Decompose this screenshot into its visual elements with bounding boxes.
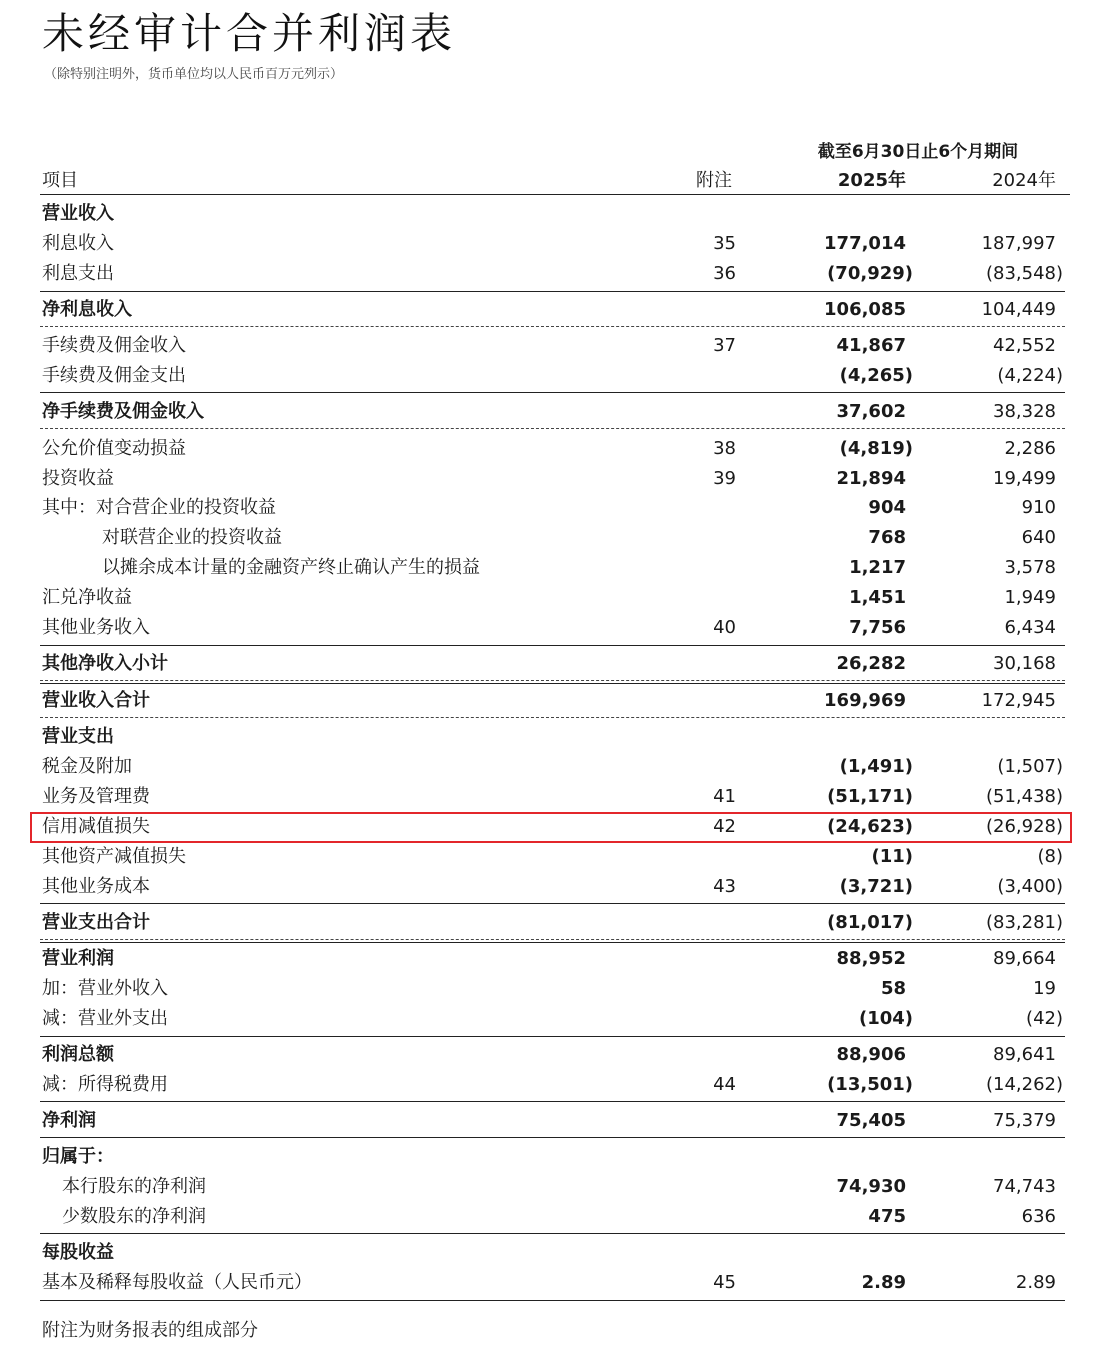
value-2024: 2,286 [1004, 438, 1056, 459]
row-label: 其他资产减值损失 [42, 846, 186, 867]
value-2025: 26,282 [836, 653, 906, 674]
table-row [0, 466, 1118, 492]
value-2024: 74,743 [993, 1176, 1056, 1197]
table-row [0, 910, 1118, 936]
table-row [0, 1006, 1118, 1032]
row-label: 汇兑净收益 [42, 587, 132, 608]
value-2025: (11) [871, 846, 913, 867]
table-row [0, 1270, 1118, 1296]
value-2025: (51,171) [827, 786, 913, 807]
row-label: 营业支出合计 [42, 912, 150, 933]
table-row [0, 436, 1118, 462]
row-label: 基本及稀释每股收益（人民币元） [42, 1272, 312, 1293]
table-row [0, 525, 1118, 551]
row-label: 每股收益 [42, 1242, 114, 1263]
row-label: 投资收益 [42, 468, 114, 489]
row-label: 本行股东的净利润 [62, 1176, 206, 1197]
row-label: 净手续费及佣金收入 [42, 401, 204, 422]
value-2024: (83,548) [985, 263, 1063, 284]
value-2024: 6,434 [1004, 617, 1056, 638]
row-label: 税金及附加 [42, 756, 132, 777]
value-2024: 30,168 [993, 653, 1056, 674]
footer-note: 附注为财务报表的组成部分 [42, 1320, 258, 1341]
value-2025: 37,602 [836, 401, 906, 422]
value-2024: 2.89 [1015, 1272, 1056, 1293]
row-note: 41 [713, 786, 736, 807]
row-note: 36 [713, 263, 736, 284]
value-2024: 38,328 [993, 401, 1056, 422]
value-2025: 58 [880, 978, 906, 999]
value-2025: 75,405 [836, 1110, 906, 1131]
value-2025: 106,085 [824, 299, 906, 320]
table-row [0, 754, 1118, 780]
table-row [0, 1144, 1118, 1170]
row-separator [40, 1036, 1065, 1037]
column-header-note: 附注 [696, 170, 732, 191]
page-subtitle: （除特别注明外，货币单位均以人民币百万元列示） [44, 67, 344, 82]
row-label: 利息收入 [42, 233, 114, 254]
value-2024: 640 [1021, 527, 1056, 548]
highlight-box [30, 812, 1072, 843]
row-label: 营业收入 [42, 203, 114, 224]
value-2024: 3,578 [1004, 557, 1056, 578]
value-2025: 41,867 [836, 335, 906, 356]
value-2024: (26,928) [985, 816, 1063, 837]
row-note: 43 [713, 876, 736, 897]
table-row [0, 555, 1118, 581]
value-2024: 187,997 [981, 233, 1056, 254]
value-2024: 19,499 [993, 468, 1056, 489]
row-separator [40, 428, 1065, 429]
table-row [0, 399, 1118, 425]
value-2024: 910 [1021, 497, 1056, 518]
table-row [0, 495, 1118, 521]
column-header-2024: 2024年 [992, 170, 1056, 191]
value-2024: 75,379 [993, 1110, 1056, 1131]
row-separator [40, 645, 1065, 646]
row-label: 少数股东的净利润 [62, 1206, 206, 1227]
row-label: 手续费及佣金收入 [42, 335, 186, 356]
row-note: 45 [713, 1272, 736, 1293]
value-2024: 1,949 [1004, 587, 1056, 608]
row-separator [40, 1137, 1065, 1138]
table-row [0, 261, 1118, 287]
table-row [0, 946, 1118, 972]
table-row [0, 201, 1118, 227]
table-row [0, 231, 1118, 257]
row-label: 净利息收入 [42, 299, 132, 320]
row-separator [40, 680, 1065, 684]
row-label: 其中：对合营企业的投资收益 [42, 497, 276, 518]
row-separator [40, 939, 1065, 943]
value-2024: 42,552 [993, 335, 1056, 356]
row-separator [40, 1101, 1065, 1102]
value-2025: 2.89 [861, 1272, 906, 1293]
table-row [0, 1204, 1118, 1230]
value-2025: 1,217 [849, 557, 906, 578]
value-2024: (83,281) [985, 912, 1063, 933]
value-2025: (4,265) [839, 365, 913, 386]
row-label: 加：营业外收入 [42, 978, 168, 999]
row-label: 其他净收入小计 [42, 653, 168, 674]
row-label: 业务及管理费 [42, 786, 150, 807]
table-row [0, 844, 1118, 870]
row-label: 净利润 [42, 1110, 96, 1131]
table-row [0, 976, 1118, 1002]
value-2024: 19 [1033, 978, 1056, 999]
row-label: 手续费及佣金支出 [42, 365, 186, 386]
value-2025: (4,819) [839, 438, 913, 459]
value-2025: (81,017) [827, 912, 913, 933]
value-2025: 7,756 [849, 617, 906, 638]
table-row [0, 688, 1118, 714]
row-label: 营业收入合计 [42, 690, 150, 711]
value-2025: (13,501) [827, 1074, 913, 1095]
row-separator [40, 1233, 1065, 1234]
row-separator [40, 291, 1065, 292]
row-note: 42 [713, 816, 736, 837]
value-2025: (3,721) [839, 876, 913, 897]
value-2024: (42) [1026, 1008, 1063, 1029]
table-row [0, 297, 1118, 323]
value-2024: (8) [1037, 846, 1063, 867]
value-2025: (24,623) [827, 816, 913, 837]
column-header-item: 项目 [42, 170, 78, 191]
row-note: 35 [713, 233, 736, 254]
row-note: 37 [713, 335, 736, 356]
table-row [0, 1174, 1118, 1200]
value-2025: 1,451 [849, 587, 906, 608]
row-label: 营业利润 [42, 948, 114, 969]
value-2025: 177,014 [824, 233, 906, 254]
row-label: 公允价值变动损益 [42, 438, 186, 459]
table-row [0, 615, 1118, 641]
header-rule [40, 194, 1070, 195]
row-label: 减：所得税费用 [42, 1074, 168, 1095]
row-separator [40, 1300, 1065, 1301]
value-2024: 89,641 [993, 1044, 1056, 1065]
value-2024: 89,664 [993, 948, 1056, 969]
row-note: 38 [713, 438, 736, 459]
table-row [0, 874, 1118, 900]
page-title: 未经审计合并利润表 [42, 9, 457, 58]
table-row [0, 1072, 1118, 1098]
value-2025: 21,894 [836, 468, 906, 489]
value-2025: (104) [858, 1008, 913, 1029]
value-2024: (51,438) [985, 786, 1063, 807]
row-label: 减：营业外支出 [42, 1008, 168, 1029]
row-separator [40, 717, 1065, 718]
value-2025: (70,929) [827, 263, 913, 284]
row-label: 营业支出 [42, 726, 114, 747]
period-header: 截至6月30日止6个月期间 [817, 142, 1019, 162]
value-2025: 88,906 [836, 1044, 906, 1065]
value-2024: 636 [1021, 1206, 1056, 1227]
value-2025: 475 [868, 1206, 906, 1227]
table-row [0, 585, 1118, 611]
table-row [0, 1042, 1118, 1068]
table-row [0, 333, 1118, 359]
row-separator [40, 903, 1065, 904]
row-separator [40, 392, 1065, 393]
row-label: 以摊余成本计量的金融资产终止确认产生的损益 [102, 557, 480, 578]
value-2024: 104,449 [981, 299, 1056, 320]
table-row [0, 363, 1118, 389]
row-note: 39 [713, 468, 736, 489]
row-label: 归属于： [42, 1146, 114, 1167]
value-2025: 169,969 [824, 690, 906, 711]
row-label: 利润总额 [42, 1044, 114, 1065]
row-label: 对联营企业的投资收益 [102, 527, 282, 548]
row-note: 44 [713, 1074, 736, 1095]
row-label: 利息支出 [42, 263, 114, 284]
table-row [0, 784, 1118, 810]
row-label: 信用减值损失 [42, 816, 150, 837]
value-2024: (3,400) [997, 876, 1063, 897]
table-row [0, 1240, 1118, 1266]
row-label: 其他业务成本 [42, 876, 150, 897]
value-2025: 74,930 [836, 1176, 906, 1197]
row-label: 其他业务收入 [42, 617, 150, 638]
table-row [0, 651, 1118, 677]
value-2025: 768 [868, 527, 906, 548]
row-note: 40 [713, 617, 736, 638]
value-2024: (4,224) [997, 365, 1063, 386]
value-2024: 172,945 [981, 690, 1056, 711]
row-separator [40, 326, 1065, 327]
value-2024: (14,262) [985, 1074, 1063, 1095]
value-2025: (1,491) [839, 756, 913, 777]
table-row [0, 1108, 1118, 1134]
table-row [0, 724, 1118, 750]
value-2025: 904 [868, 497, 906, 518]
value-2025: 88,952 [836, 948, 906, 969]
column-header-2025: 2025年 [837, 170, 906, 191]
value-2024: (1,507) [997, 756, 1063, 777]
